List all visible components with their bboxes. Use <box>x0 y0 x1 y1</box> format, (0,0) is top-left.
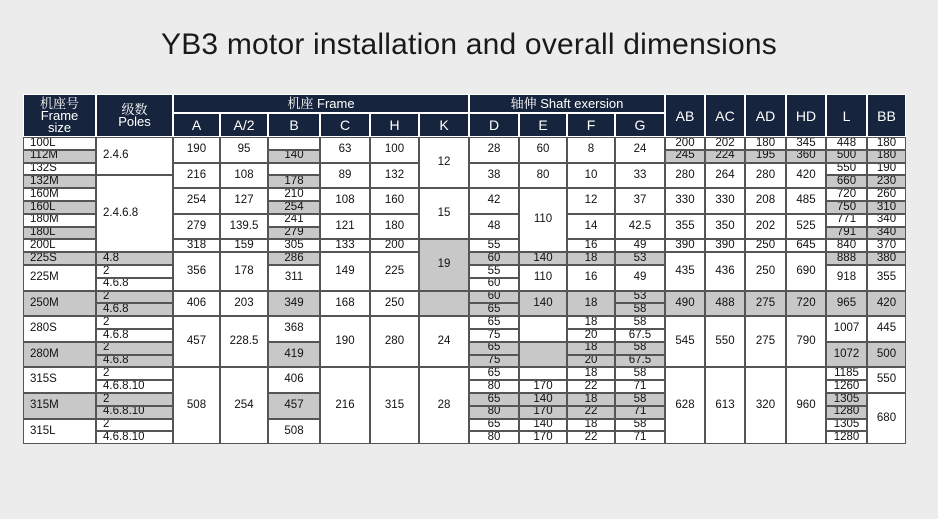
cell-ab: 200 <box>665 137 705 150</box>
cell-poles: 4.6.8 <box>96 329 173 342</box>
cell-d: 60 <box>469 278 519 291</box>
cell-f: 18 <box>567 367 615 380</box>
cell-g: 58 <box>615 342 665 355</box>
cell-l: 1185 <box>826 367 867 380</box>
cell-c: 168 <box>320 291 370 317</box>
cell-l: 771 <box>826 214 867 227</box>
cell-ab: 435 <box>665 252 705 290</box>
cell-poles: 4.6.8.10 <box>96 380 173 393</box>
header-poles-line: Poles <box>118 113 151 129</box>
cell-g: 49 <box>615 239 665 252</box>
cell-a2: 139.5 <box>220 214 268 240</box>
cell-a2: 254 <box>220 367 268 444</box>
cell-frame: 112M <box>23 150 96 163</box>
cell-g: 71 <box>615 380 665 393</box>
header-frame-size-line: size <box>47 119 72 135</box>
header-a: A <box>173 113 220 137</box>
cell-hd: 720 <box>786 291 826 317</box>
cell-b <box>268 163 320 176</box>
cell-hd: 420 <box>786 163 826 189</box>
cell-ad: 280 <box>745 163 786 189</box>
cell-d: 65 <box>469 367 519 380</box>
cell-hd: 960 <box>786 367 826 444</box>
cell-l: 791 <box>826 227 867 240</box>
cell-bb: 445 <box>867 316 906 342</box>
cell-bb: 355 <box>867 265 906 291</box>
cell-poles: 4.6.8.10 <box>96 406 173 419</box>
cell-b: 210 <box>268 188 320 201</box>
cell-hd: 485 <box>786 188 826 214</box>
cell-f: 18 <box>567 342 615 355</box>
cell-h: 160 <box>370 188 419 214</box>
cell-d: 80 <box>469 431 519 444</box>
cell-g: 33 <box>615 163 665 189</box>
cell-l: 1007 <box>826 316 867 342</box>
cell-poles: 4.6.8 <box>96 278 173 291</box>
cell-d: 65 <box>469 316 519 329</box>
cell-g: 58 <box>615 393 665 406</box>
cell-frame: 180L <box>23 227 96 240</box>
cell-poles: 2 <box>96 342 173 355</box>
header-g: G <box>615 113 665 137</box>
cell-bb: 180 <box>867 137 906 150</box>
header-d: D <box>469 113 519 137</box>
cell-frame: 225M <box>23 265 96 291</box>
header-hd: HD <box>786 94 826 137</box>
cell-d: 55 <box>469 265 519 278</box>
cell-poles: 4.8 <box>96 252 173 265</box>
cell-ad: 180 <box>745 137 786 150</box>
cell-e: 60 <box>519 137 567 163</box>
cell-k: 24 <box>419 316 469 367</box>
cell-h: 200 <box>370 239 419 252</box>
cell-f: 22 <box>567 431 615 444</box>
cell-frame: 100L <box>23 137 96 150</box>
cell-bb: 370 <box>867 239 906 252</box>
cell-g: 67.5 <box>615 329 665 342</box>
cell-k: 12 <box>419 137 469 188</box>
dimensions-table <box>23 94 906 505</box>
cell-a2: 159 <box>220 239 268 252</box>
cell-g: 58 <box>615 303 665 316</box>
cell-k: 28 <box>419 367 469 444</box>
cell-c: 121 <box>320 214 370 240</box>
cell-c: 63 <box>320 137 370 163</box>
header-f: F <box>567 113 615 137</box>
cell-f: 18 <box>567 252 615 265</box>
cell-d: 60 <box>469 291 519 304</box>
cell-ad: 250 <box>745 239 786 252</box>
cell-a2: 228.5 <box>220 316 268 367</box>
cell-g: 71 <box>615 431 665 444</box>
cell-f: 16 <box>567 265 615 291</box>
cell-a: 406 <box>173 291 220 317</box>
cell-frame: 315L <box>23 419 96 445</box>
cell-d: 42 <box>469 188 519 214</box>
cell-l: 720 <box>826 188 867 201</box>
cell-g: 58 <box>615 316 665 329</box>
cell-f: 22 <box>567 406 615 419</box>
cell-frame: 250M <box>23 291 96 317</box>
cell-bb: 260 <box>867 188 906 201</box>
cell-ac: 550 <box>705 316 745 367</box>
header-frame-size-line: 机座号 <box>39 95 79 111</box>
cell-frame: 280S <box>23 316 96 342</box>
cell-f: 14 <box>567 214 615 240</box>
cell-bb: 180 <box>867 150 906 163</box>
cell-e: 110 <box>519 265 567 291</box>
cell-ac: 488 <box>705 291 745 317</box>
cell-frame: 315S <box>23 367 96 393</box>
cell-poles: 4.6.8.10 <box>96 431 173 444</box>
cell-a: 356 <box>173 252 220 290</box>
cell-b <box>268 137 320 150</box>
cell-poles: 2 <box>96 367 173 380</box>
cell-ad: 320 <box>745 367 786 444</box>
cell-l: 965 <box>826 291 867 317</box>
cell-a: 190 <box>173 137 220 163</box>
cell-c: 216 <box>320 367 370 444</box>
cell-ab: 390 <box>665 239 705 252</box>
cell-a: 254 <box>173 188 220 214</box>
cell-l: 500 <box>826 150 867 163</box>
cell-l: 840 <box>826 239 867 252</box>
cell-hd: 690 <box>786 252 826 290</box>
cell-ab: 628 <box>665 367 705 444</box>
cell-frame: 160L <box>23 201 96 214</box>
header-shaft-group: 轴伸 Shaft exersion <box>469 94 665 113</box>
cell-bb: 230 <box>867 175 906 188</box>
header-ac: AC <box>705 94 745 137</box>
cell-bb: 340 <box>867 227 906 240</box>
cell-ac: 224 <box>705 150 745 163</box>
header-h: H <box>370 113 419 137</box>
cell-l: 1305 <box>826 393 867 406</box>
cell-e: 170 <box>519 380 567 393</box>
cell-k <box>419 291 469 317</box>
cell-d: 75 <box>469 329 519 342</box>
header-e: E <box>519 113 567 137</box>
cell-d: 80 <box>469 380 519 393</box>
cell-ad: 250 <box>745 252 786 290</box>
cell-a: 279 <box>173 214 220 240</box>
cell-h: 180 <box>370 214 419 240</box>
cell-hd: 790 <box>786 316 826 367</box>
cell-ac: 264 <box>705 163 745 189</box>
cell-d: 55 <box>469 239 519 252</box>
cell-c: 190 <box>320 316 370 367</box>
cell-a2: 108 <box>220 163 268 189</box>
cell-g: 42.5 <box>615 214 665 240</box>
cell-b: 311 <box>268 265 320 291</box>
cell-l: 918 <box>826 265 867 291</box>
cell-poles: 2 <box>96 419 173 432</box>
cell-ab: 355 <box>665 214 705 240</box>
header-a2: A/2 <box>220 113 268 137</box>
cell-l: 1280 <box>826 431 867 444</box>
cell-ad: 208 <box>745 188 786 214</box>
cell-ac: 436 <box>705 252 745 290</box>
cell-k: 19 <box>419 239 469 290</box>
cell-d: 65 <box>469 393 519 406</box>
cell-frame: 200L <box>23 239 96 252</box>
cell-l: 750 <box>826 201 867 214</box>
cell-ad: 275 <box>745 316 786 367</box>
cell-ab: 280 <box>665 163 705 189</box>
cell-e <box>519 367 567 380</box>
cell-ad: 195 <box>745 150 786 163</box>
cell-poles: 4.6.8 <box>96 355 173 368</box>
cell-ac: 330 <box>705 188 745 214</box>
cell-ad: 275 <box>745 291 786 317</box>
cell-h: 132 <box>370 163 419 189</box>
cell-bb: 550 <box>867 367 906 393</box>
cell-b: 140 <box>268 150 320 163</box>
header-frame-size-line: Frame <box>40 107 79 123</box>
cell-c: 89 <box>320 163 370 189</box>
cell-k: 15 <box>419 188 469 239</box>
cell-c: 149 <box>320 252 370 290</box>
cell-e <box>519 316 567 342</box>
header-b: B <box>268 113 320 137</box>
cell-b: 508 <box>268 419 320 445</box>
cell-f: 10 <box>567 163 615 189</box>
cell-e: 110 <box>519 188 567 252</box>
cell-ac: 350 <box>705 214 745 240</box>
cell-g: 71 <box>615 406 665 419</box>
cell-bb: 380 <box>867 252 906 265</box>
cell-b: 241 <box>268 214 320 227</box>
cell-e <box>519 342 567 368</box>
cell-f: 18 <box>567 316 615 329</box>
cell-a2: 178 <box>220 252 268 290</box>
cell-frame: 225S <box>23 252 96 265</box>
cell-ab: 245 <box>665 150 705 163</box>
cell-l: 1260 <box>826 380 867 393</box>
cell-l: 1072 <box>826 342 867 368</box>
cell-poles: 2.4.6.8 <box>96 175 173 252</box>
header-poles <box>96 94 173 137</box>
cell-bb: 190 <box>867 163 906 176</box>
header-bb: BB <box>867 94 906 137</box>
cell-a2: 127 <box>220 188 268 214</box>
cell-frame: 132S <box>23 163 96 176</box>
cell-f: 18 <box>567 419 615 432</box>
cell-hd: 525 <box>786 214 826 240</box>
cell-b: 254 <box>268 201 320 214</box>
cell-a: 508 <box>173 367 220 444</box>
cell-d: 28 <box>469 137 519 163</box>
cell-poles: 4.6.8 <box>96 303 173 316</box>
cell-a: 216 <box>173 163 220 189</box>
cell-poles: 2 <box>96 316 173 329</box>
cell-d: 75 <box>469 355 519 368</box>
cell-e: 140 <box>519 291 567 317</box>
cell-a: 318 <box>173 239 220 252</box>
cell-e: 140 <box>519 393 567 406</box>
cell-poles: 2 <box>96 265 173 278</box>
cell-g: 49 <box>615 265 665 291</box>
cell-b: 178 <box>268 175 320 188</box>
cell-d: 80 <box>469 406 519 419</box>
cell-d: 38 <box>469 163 519 189</box>
cell-b: 286 <box>268 252 320 265</box>
cell-b: 457 <box>268 393 320 419</box>
cell-h: 100 <box>370 137 419 163</box>
cell-f: 8 <box>567 137 615 163</box>
cell-d: 48 <box>469 214 519 240</box>
cell-e: 170 <box>519 431 567 444</box>
cell-bb: 500 <box>867 342 906 368</box>
cell-b: 279 <box>268 227 320 240</box>
cell-g: 53 <box>615 252 665 265</box>
cell-f: 18 <box>567 291 615 317</box>
cell-poles: 2 <box>96 393 173 406</box>
cell-f: 20 <box>567 329 615 342</box>
cell-h: 225 <box>370 252 419 290</box>
cell-hd: 360 <box>786 150 826 163</box>
cell-a2: 203 <box>220 291 268 317</box>
header-frame-group: 机座 Frame <box>173 94 469 113</box>
cell-d: 65 <box>469 303 519 316</box>
cell-g: 58 <box>615 367 665 380</box>
cell-bb: 680 <box>867 393 906 444</box>
header-c: C <box>320 113 370 137</box>
cell-d: 65 <box>469 419 519 432</box>
header-ad: AD <box>745 94 786 137</box>
cell-f: 12 <box>567 188 615 214</box>
cell-e: 80 <box>519 163 567 189</box>
cell-ac: 390 <box>705 239 745 252</box>
cell-h: 280 <box>370 316 419 367</box>
cell-a2: 95 <box>220 137 268 163</box>
cell-ac: 613 <box>705 367 745 444</box>
cell-ab: 545 <box>665 316 705 367</box>
header-poles-line: 级数 <box>121 101 148 117</box>
cell-h: 315 <box>370 367 419 444</box>
header-l: L <box>826 94 867 137</box>
cell-l: 1305 <box>826 419 867 432</box>
cell-bb: 420 <box>867 291 906 317</box>
cell-d: 65 <box>469 342 519 355</box>
cell-e: 170 <box>519 406 567 419</box>
header-ab: AB <box>665 94 705 137</box>
cell-l: 448 <box>826 137 867 150</box>
cell-l: 888 <box>826 252 867 265</box>
cell-l: 1280 <box>826 406 867 419</box>
cell-g: 53 <box>615 291 665 304</box>
cell-frame: 180M <box>23 214 96 227</box>
cell-poles: 2.4.6 <box>96 137 173 175</box>
cell-hd: 645 <box>786 239 826 252</box>
cell-a: 457 <box>173 316 220 367</box>
cell-h: 250 <box>370 291 419 317</box>
page-title: YB3 motor installation and overall dimensions <box>161 28 777 61</box>
cell-ad: 202 <box>745 214 786 240</box>
cell-g: 58 <box>615 419 665 432</box>
cell-g: 24 <box>615 137 665 163</box>
cell-b: 406 <box>268 367 320 393</box>
cell-f: 22 <box>567 380 615 393</box>
cell-f: 18 <box>567 393 615 406</box>
cell-b: 419 <box>268 342 320 368</box>
cell-f: 16 <box>567 239 615 252</box>
cell-e: 140 <box>519 252 567 265</box>
cell-ab: 490 <box>665 291 705 317</box>
cell-g: 37 <box>615 188 665 214</box>
cell-hd: 345 <box>786 137 826 150</box>
header-frame-size <box>23 94 96 137</box>
cell-b: 368 <box>268 316 320 342</box>
cell-poles: 2 <box>96 291 173 304</box>
cell-bb: 310 <box>867 201 906 214</box>
cell-f: 20 <box>567 355 615 368</box>
cell-l: 550 <box>826 163 867 176</box>
cell-e: 140 <box>519 419 567 432</box>
cell-c: 133 <box>320 239 370 252</box>
cell-c: 108 <box>320 188 370 214</box>
cell-frame: 160M <box>23 188 96 201</box>
header-k: K <box>419 113 469 137</box>
cell-l: 660 <box>826 175 867 188</box>
cell-b: 305 <box>268 239 320 252</box>
cell-b: 349 <box>268 291 320 317</box>
cell-frame: 132M <box>23 175 96 188</box>
cell-d: 60 <box>469 252 519 265</box>
cell-g: 67.5 <box>615 355 665 368</box>
cell-ac: 202 <box>705 137 745 150</box>
cell-frame: 280M <box>23 342 96 368</box>
cell-bb: 340 <box>867 214 906 227</box>
cell-ab: 330 <box>665 188 705 214</box>
cell-frame: 315M <box>23 393 96 419</box>
